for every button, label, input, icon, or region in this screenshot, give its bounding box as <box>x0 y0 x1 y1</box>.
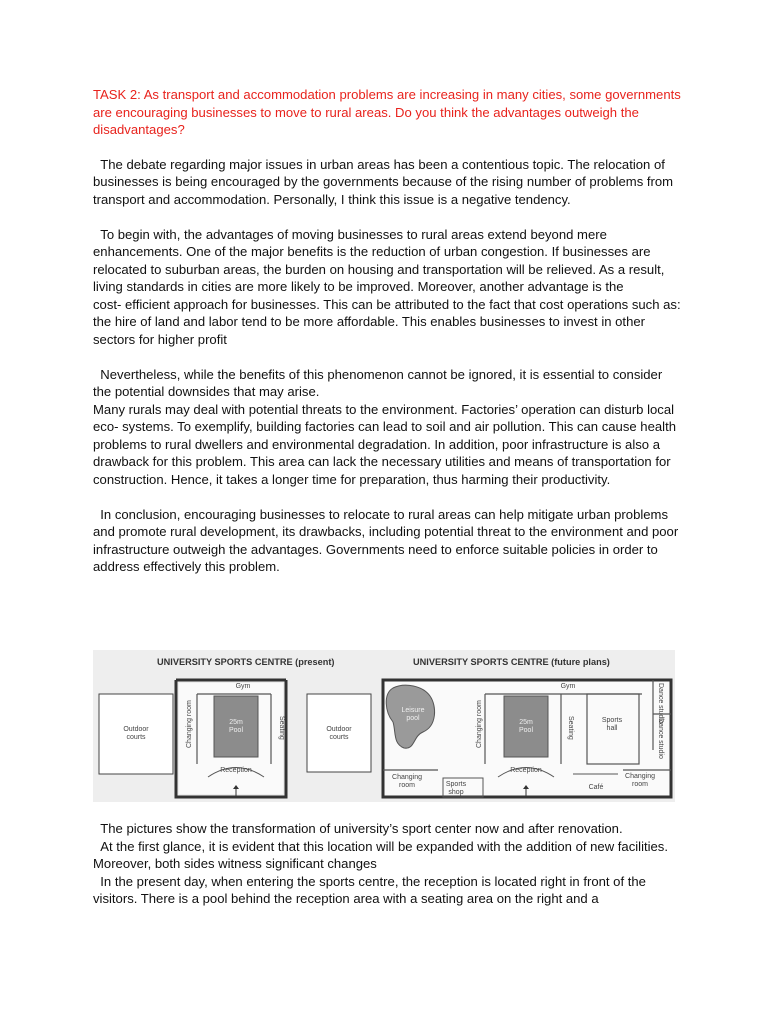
future-changing-bottom-label-b: room <box>399 782 415 789</box>
future-gym-label: Gym <box>560 683 576 690</box>
maps-figure <box>93 650 675 802</box>
present-seating-label: Seating <box>278 716 285 740</box>
future-changing-bottom-label-a: Changing <box>392 774 422 781</box>
paragraph-overview: The pictures show the transformation of university’s sport center now and after renovation. <box>93 821 623 836</box>
paragraph-advantages-a: To begin with, the advantages of moving businesses to rural areas extend beyond mere enhancements. One of the major benefits is the reduction of urban congestion. If businesses are relocated to suburban areas, the burden on housing and transportation will be relieved. As a result, living standards in cities are more likely to be improved. Moreover, another advantage is the <box>93 226 669 294</box>
present-pool-label-a: 25m <box>229 719 243 726</box>
present-pool-label-b: Pool <box>228 727 244 734</box>
future-leisure-label-b: pool <box>406 715 420 722</box>
future-changing-right-label-a: Changing <box>625 773 655 780</box>
present-map-title: UNIVERSITY SPORTS CENTRE (present) <box>157 657 335 667</box>
present-gym-label: Gym <box>235 683 251 690</box>
sports-centre-maps <box>93 650 675 802</box>
present-outdoor-right-label-b: courts <box>329 734 349 741</box>
future-dance-label-b: Dance studio <box>657 718 664 759</box>
future-seating-label: Seating <box>567 716 574 740</box>
paragraph-advantages-b: cost- efficient approach for businesses. This can be attributed to the fact that cost operations such as: the hire of land and labor tend to be more affordable. This enables businesses to invest in other sectors for higher profit <box>93 296 685 347</box>
present-outdoor-courts-right <box>307 694 371 772</box>
present-reception-label: Reception <box>220 767 252 774</box>
future-changing-right-label-b: room <box>632 781 648 788</box>
paragraph-first-glance: At the first glance, it is evident that this location will be expanded with the addition of new facilities. Moreover, both sides witness significant changes <box>93 838 672 871</box>
present-changing-label: Changing room <box>186 700 193 748</box>
future-leisure-label-a: Leisure <box>401 707 425 714</box>
future-dance-label-a: Dance studio <box>657 683 664 724</box>
paragraph-conclusion: In conclusion, encouraging businesses to relocate to rural areas can help mitigate urban problems and promote rural development, its drawbacks, including potential threat to the environment and poor infrastructure outweigh the advantages. Governments need to enforce suitable policies in order to address effectively this problem. <box>93 506 682 574</box>
future-reception-label: Reception <box>510 767 542 774</box>
present-outdoor-label-a: Outdoor <box>123 726 149 733</box>
paragraph-disadvantages-b: Many rurals may deal with potential threats to the environment. Factories’ operation can disturb local eco- systems. To exemplify, building factories can lead to soil and air pollution. This can cause health problems to rural dwellers and environmental degradation. In addition, poor infrastructure is also a drawback for this problem. This area can lack the necessary utilities and means of transportation for construction. Hence, it takes a longer time for preparation, thus harming their productivity. <box>93 401 680 487</box>
future-sports-hall-label-b: hall <box>606 725 618 732</box>
future-sports-shop-label-a: Sports <box>445 781 467 788</box>
present-outdoor-label-b: courts <box>126 734 146 741</box>
future-pool-label-b: Pool <box>518 727 534 734</box>
essay <box>93 86 683 576</box>
future-sports-shop-label-b: shop <box>448 789 464 796</box>
future-changing-label: Changing room <box>476 700 483 748</box>
future-pool-label-a: 25m <box>519 719 533 726</box>
paragraph-present-day: In the present day, when entering the sports centre, the reception is located right in front of the visitors. There is a pool behind the reception area with a seating area on the right and a <box>93 873 650 906</box>
future-cafe-label: Café <box>588 784 604 791</box>
present-outdoor-right-label-a: Outdoor <box>326 726 352 733</box>
future-map-title: UNIVERSITY SPORTS CENTRE (future plans) <box>413 657 610 667</box>
future-sports-hall-label-a: Sports <box>601 717 623 724</box>
task-prompt: TASK 2: As transport and accommodation problems are increasing in many cities, some governments are encouraging businesses to move to rural areas. Do you think the advantages outweigh the disadvantages? <box>93 87 681 137</box>
report-text <box>93 820 683 908</box>
paragraph-disadvantages-a: Nevertheless, while the benefits of this phenomenon cannot be ignored, it is essential to consider the potential downsides that may arise. <box>93 366 666 399</box>
paragraph-introduction: The debate regarding major issues in urban areas has been a contentious topic. The relocation of businesses is being encouraged by the governments because of the rising number of problems from transport and accommodation. Personally, I think this issue is a negative tendency. <box>93 156 677 207</box>
